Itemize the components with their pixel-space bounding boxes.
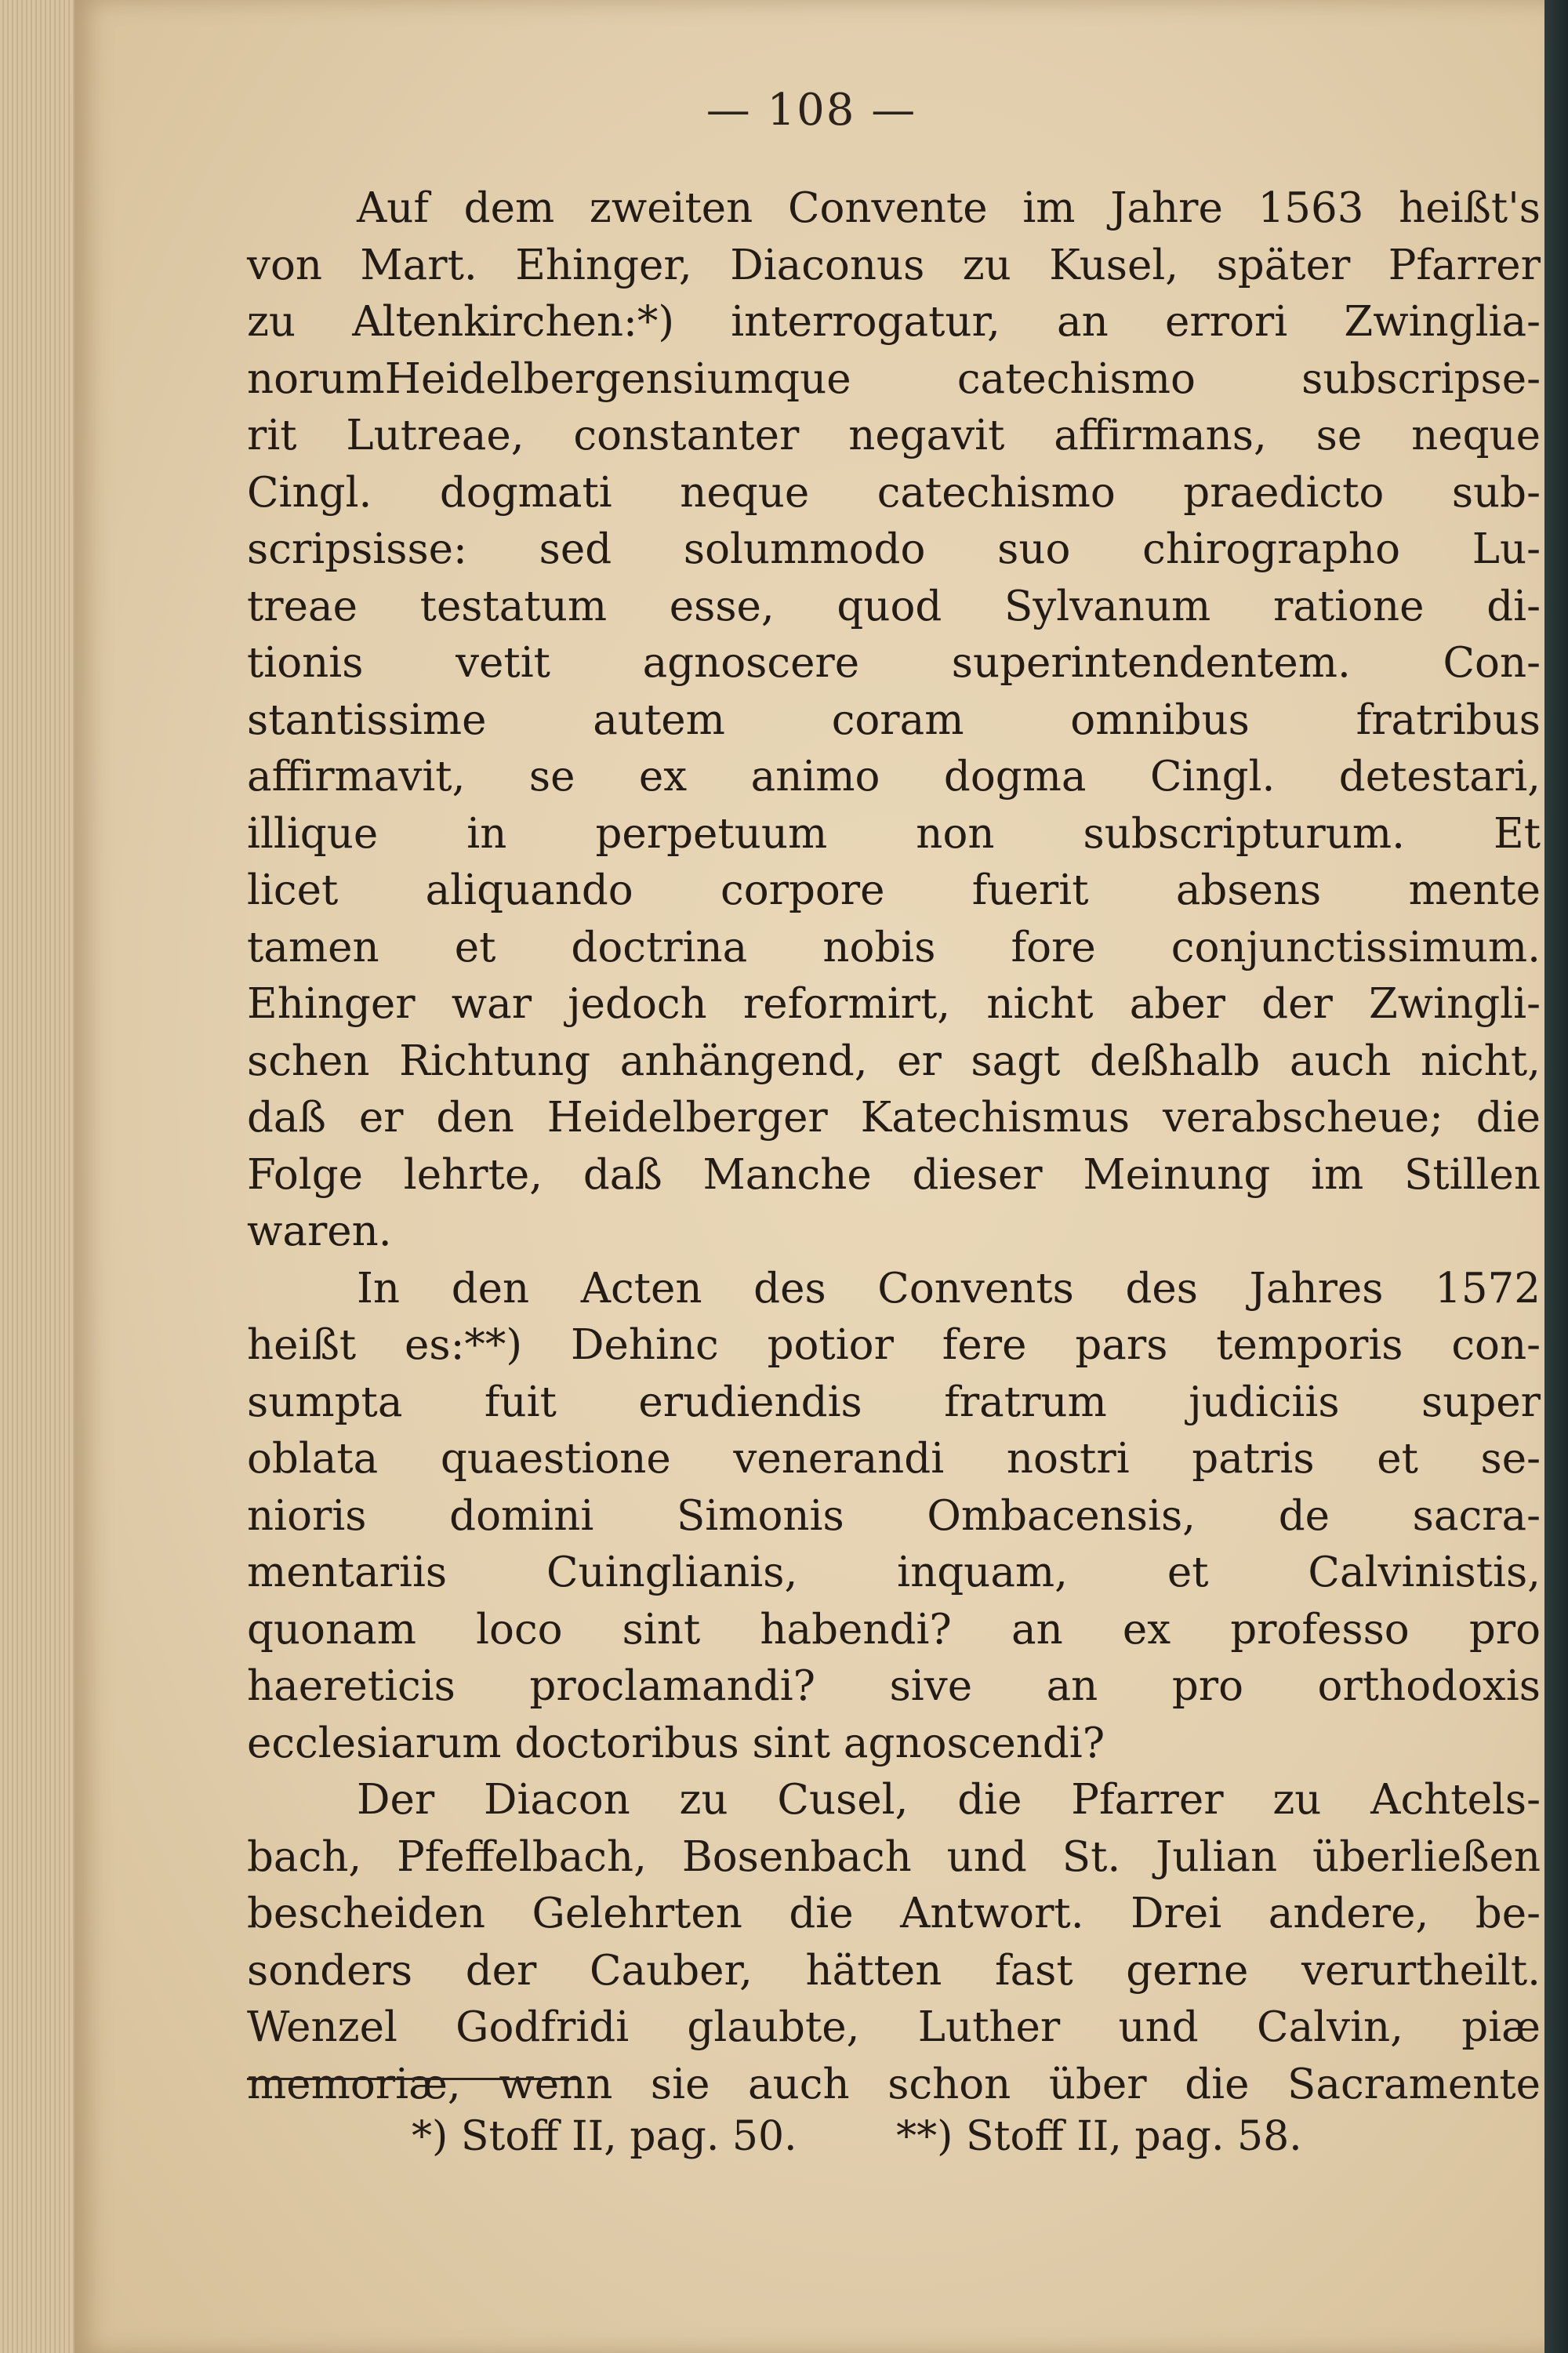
- footnote-1: *) Stoff II, pag. 50.: [412, 2113, 797, 2160]
- text-line: stantissime autem coram omnibus fratribus: [247, 695, 1541, 744]
- book-cover-edge: [1544, 0, 1568, 2353]
- text-line: Cingl. dogmati neque catechismo praedicto sub-: [247, 468, 1541, 517]
- text-line: zu Altenkirchen:*) interrogatur, an errori Zwinglia-: [247, 298, 1541, 346]
- text-line: von Mart. Ehinger, Diaconus zu Kusel, später Pfarrer: [247, 241, 1541, 289]
- paragraph-2: [247, 1261, 1541, 1773]
- text-line: rit Lutreae, constanter negavit affirmans, se neque: [247, 412, 1541, 459]
- text-line: tionis vetit agnoscere superintendentem. Con-: [247, 639, 1541, 687]
- book-page: [74, 0, 1548, 2353]
- text-line: mentariis Cuinglianis, inquam, et Calvinistis,: [247, 1549, 1541, 1596]
- text-line: In den Acten des Convents des Jahres 1572: [357, 1264, 1541, 1313]
- text-line: norumHeidelbergensiumque catechismo subscripse-: [247, 354, 1541, 403]
- footnote-2: **) Stoff II, pag. 58.: [896, 2113, 1302, 2160]
- text-line: ecclesiarum doctoribus sint agnoscendi?: [247, 1719, 1105, 1767]
- text-line: waren.: [247, 1207, 392, 1255]
- text-line: Folge lehrte, daß Manche dieser Meinung im Stillen: [247, 1150, 1541, 1199]
- text-line: Wenzel Godfridi glaubte, Luther und Calvin, piæ: [247, 2003, 1541, 2051]
- text-line: daß er den Heidelberger Katechismus verabscheue; die: [247, 1094, 1541, 1142]
- text-line: sumpta fuit erudiendis fratrum judiciis super: [247, 1378, 1541, 1426]
- text-line: Der Diacon zu Cusel, die Pfarrer zu Achtels-: [357, 1776, 1541, 1824]
- page-edges: [0, 0, 86, 2353]
- text-line: Ehinger war jedoch reformirt, nicht aber der Zwingli-: [247, 980, 1541, 1028]
- text-line: nioris domini Simonis Ombacensis, de sacra-: [247, 1491, 1541, 1540]
- text-line: treae testatum esse, quod Sylvanum ratione di-: [247, 582, 1541, 630]
- text-line: scripsisse: sed solummodo suo chirographo Lu-: [247, 525, 1541, 573]
- footnotes: [412, 2113, 1548, 2160]
- text-line: affirmavit, se ex animo dogma Cingl. detestari,: [247, 753, 1541, 801]
- body-text: [247, 180, 1541, 2113]
- text-line: illique in perpetuum non subscripturum. Et: [247, 809, 1541, 858]
- text-line: bach, Pfeffelbach, Bosenbach und St. Julian überließen: [247, 1832, 1541, 1881]
- text-line: sonders der Cauber, hätten fast gerne verurtheilt.: [247, 1946, 1541, 1995]
- text-line: schen Richtung anhängend, er sagt deßhalb auch nicht,: [247, 1037, 1541, 1085]
- text-line: bescheiden Gelehrten die Antwort. Drei andere, be-: [247, 1890, 1541, 1937]
- text-line: haereticis proclamandi? sive an pro orthodoxis: [247, 1662, 1541, 1710]
- page-number: — 108 —: [706, 85, 917, 136]
- paragraph-1: [247, 180, 1541, 1261]
- text-line: quonam loco sint habendi? an ex professo pro: [247, 1605, 1541, 1654]
- text-line: licet aliquando corpore fuerit absens mente: [247, 866, 1541, 914]
- text-line: tamen et doctrina nobis fore conjunctissimum.: [247, 923, 1541, 971]
- footnote-divider: [247, 2078, 576, 2080]
- text-line: oblata quaestione venerandi nostri patris et se-: [247, 1435, 1541, 1483]
- paragraph-3: [247, 1772, 1541, 2113]
- text-line: heißt es:**) Dehinc potior fere pars temporis con-: [247, 1321, 1541, 1369]
- text-line: Auf dem zweiten Convente im Jahre 1563 heißt's: [357, 184, 1541, 232]
- text-line: memoriæ, wenn sie auch schon über die Sacramente: [247, 2060, 1541, 2108]
